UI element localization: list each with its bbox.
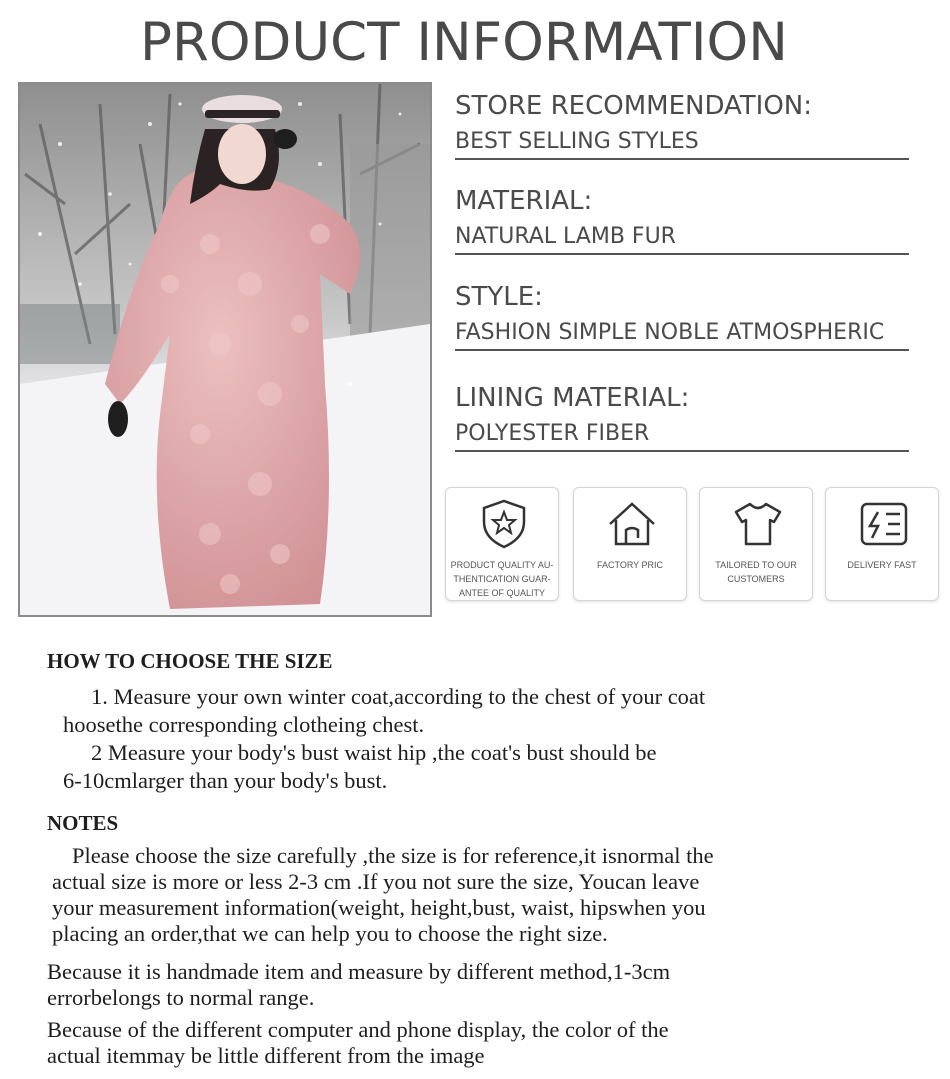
divider	[455, 349, 909, 351]
badge-quality	[445, 487, 559, 601]
badge-label	[828, 558, 936, 572]
badge-label-line: TAILORED TO OUR	[715, 560, 797, 570]
size-heading: HOW TO CHOOSE THE SIZE	[47, 649, 333, 673]
notes-line: placing an order,that we can help you to choose the right size.	[52, 921, 608, 946]
size-line: 2 Measure your body's bust waist hip ,the coat's bust should be	[91, 740, 657, 765]
badge-label-line: DELIVERY FAST	[847, 560, 917, 570]
badge-label	[448, 558, 556, 600]
info-lining-material	[455, 382, 940, 452]
badge-tailored	[699, 487, 813, 601]
notes-extra-line: Because it is handmade item and measure by different method,1-3cm	[47, 959, 671, 984]
size-line: 6-10cmlarger than your body's bust.	[63, 768, 388, 793]
notes-line: your measurement information(weight, height,bust, waist, hipswhen you	[52, 895, 706, 920]
badge-label-line: PRODUCT QUALITY AU-	[450, 560, 554, 570]
info-style	[455, 281, 940, 351]
size-line: 1. Measure your own winter coat,according to the chest of your coat	[91, 684, 706, 709]
info-value: BEST SELLING STYLES	[455, 129, 699, 154]
info-label: STORE RECOMMENDATION:	[455, 91, 813, 121]
divider	[455, 450, 909, 452]
notes-line: actual size is more or less 2-3 cm .If you not sure the size, Youcan leave	[52, 869, 700, 894]
info-value: NATURAL LAMB FUR	[455, 224, 676, 249]
notes-line: Please choose the size carefully ,the size is for reference,it isnormal the	[72, 843, 714, 868]
badge-label-line: FACTORY PRIC	[596, 560, 664, 570]
shield-star-icon	[478, 498, 530, 550]
info-material	[455, 185, 940, 255]
house-icon	[606, 498, 658, 550]
info-label: MATERIAL:	[455, 186, 593, 216]
model-in-pink-coat-image	[20, 84, 430, 615]
page-title: PRODUCT INFORMATION	[140, 12, 788, 73]
badge-label	[702, 558, 810, 586]
notes-heading: NOTES	[47, 811, 119, 835]
info-label: STYLE:	[455, 282, 543, 312]
badge-label	[576, 558, 684, 572]
tshirt-icon	[732, 498, 784, 550]
badge-label-line: THENTICATION GUAR-	[453, 574, 551, 584]
badge-delivery	[825, 487, 939, 601]
info-value: POLYESTER FIBER	[455, 421, 650, 446]
divider	[455, 158, 909, 160]
notes-extra-line: errorbelongs to normal range.	[47, 985, 315, 1010]
feature-badges	[445, 487, 945, 603]
info-value: FASHION SIMPLE NOBLE ATMOSPHERIC	[455, 320, 885, 345]
product-photo	[18, 82, 432, 617]
notes-extra-line: Because of the different computer and phone display, the color of the	[47, 1017, 669, 1042]
badge-label-line: ANTEE OF QUALITY	[458, 588, 545, 598]
size-line: hoosethe corresponding clotheing chest.	[63, 712, 425, 737]
notes-extra-line: actual itemmay be little different from the image	[47, 1043, 485, 1068]
divider	[455, 253, 909, 255]
badge-factory-price	[573, 487, 687, 601]
info-label: LINING MATERIAL:	[455, 383, 690, 413]
info-store-recommendation	[455, 90, 940, 160]
badge-label-line: CUSTOMERS	[727, 574, 785, 584]
delivery-icon	[858, 498, 910, 550]
